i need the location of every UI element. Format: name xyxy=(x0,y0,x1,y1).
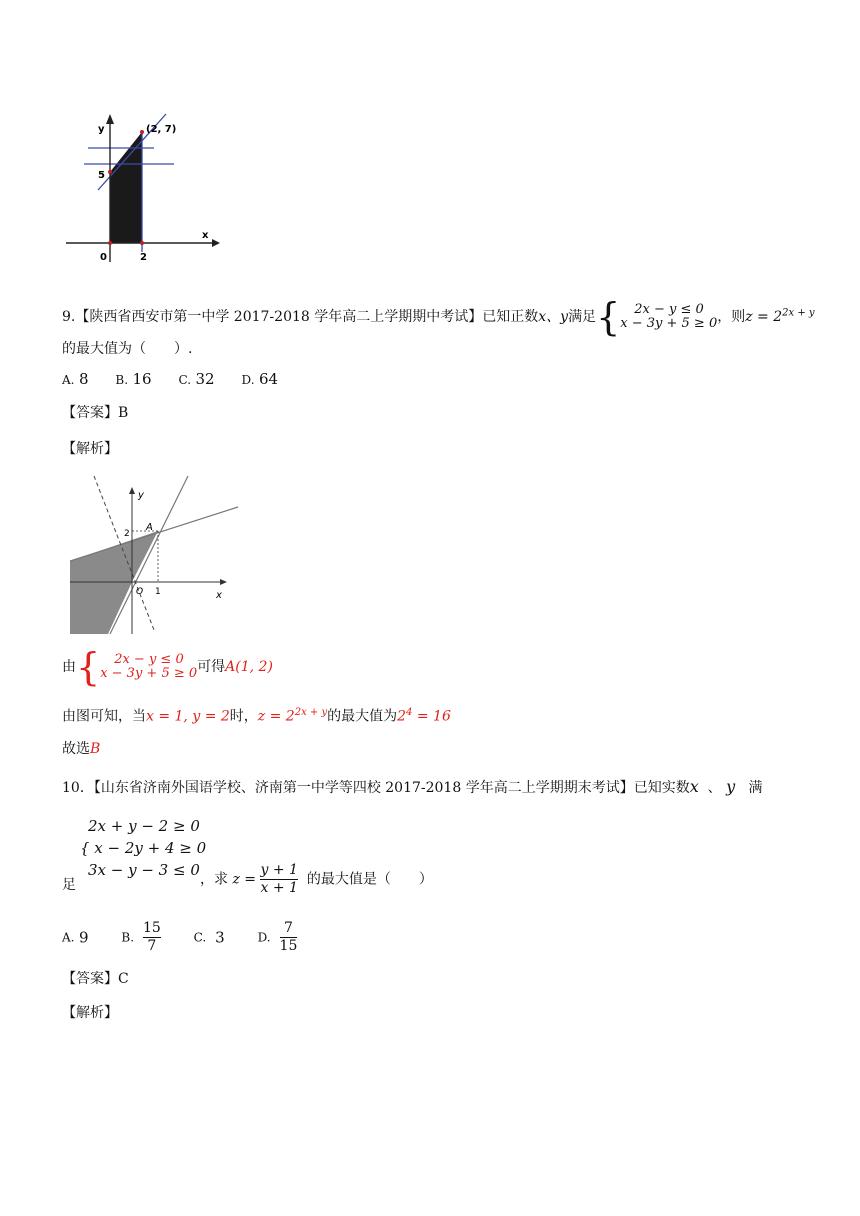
option-a: 8 xyxy=(78,370,89,388)
question-10-constraints: 2x + y − 2 ≥ 0 { x − 2y + 4 ≥ 0 3x − y − 3 ≤ 0 xyxy=(80,817,207,879)
option-c: 3 xyxy=(215,928,225,947)
objective-fraction: $\frac{y + 1}{x + 1}$ xyxy=(260,862,298,896)
question-9-stem: 9.【陕西省西安市第一中学 2017-2018 学年高二上学期期中考试】已知正数x、y满足{ 2x − y ≤ 0 x − 3y + 5 ≥ 0 ，则$z = 2^{2x + y}$ xyxy=(62,295,815,339)
tick-label-x: 2 xyxy=(140,252,147,263)
y-axis-label: y xyxy=(138,490,144,501)
option-a: 9 xyxy=(78,928,89,947)
option-c: 32 xyxy=(195,370,215,388)
solution-conclusion: 故选B xyxy=(62,741,101,757)
tick-label-origin: 0 xyxy=(100,252,107,263)
solution-constraints: 2x − y ≤ 0 x − 3y + 5 ≥ 0 xyxy=(100,652,198,681)
point-a-label: A xyxy=(146,522,153,533)
tick-label-y: 2 xyxy=(124,529,130,539)
point-label: (2, 7) xyxy=(146,124,177,135)
question-10-answer: 【答案】C xyxy=(62,971,129,987)
option-d: 64 xyxy=(258,370,279,388)
option-d: $\frac{7}{15}$ xyxy=(279,920,298,954)
x-axis-label: x xyxy=(202,230,209,241)
question-9-options: A. 8 B. 16 C. 32 D. 64 xyxy=(62,370,279,388)
question-9-intro: 9.【陕西省西安市第一中学 2017-2018 学年高二上学期期中考试】已知正数 xyxy=(62,309,539,325)
tick-label-origin: O xyxy=(136,587,144,597)
tick-label-y: 5 xyxy=(98,170,105,181)
feasible-region-graph-2 xyxy=(70,474,240,634)
question-10-options: A. 9 B. $\frac{15}{7}$ C. 3 D. $\frac{7}{15}$ xyxy=(62,920,298,954)
question-9-vars: x、y xyxy=(538,309,569,325)
question-9-analysis-label: 【解析】 xyxy=(62,441,118,457)
question-10-analysis-label: 【解析】 xyxy=(62,1005,118,1021)
tick-label-x: 1 xyxy=(155,587,161,597)
question-10-objective: ，求 z = $\frac{y + 1}{x + 1}$ 的最大值是（ ） xyxy=(200,862,433,896)
question-9-objective: z = 2 xyxy=(745,309,783,325)
question-10-zu: 足 xyxy=(62,877,76,893)
solution-line-1: 由{ 2x − y ≤ 0 x − 3y + 5 ≥ 0 可得A(1, 2) xyxy=(62,645,273,689)
x-axis-label: x xyxy=(216,590,222,601)
question-9-line2: 的最大值为（ ）. xyxy=(62,341,193,357)
option-b: 16 xyxy=(132,370,152,388)
solution-point: A(1, 2) xyxy=(225,659,273,675)
question-9-constraints: 2x − y ≤ 0 x − 3y + 5 ≥ 0 xyxy=(620,302,718,331)
question-10-stem: 10．【山东省济南外国语学校、济南第一中学等四校 2017-2018 学年高二上学期期末考试】已知实数x 、 y 满 xyxy=(62,777,763,796)
option-b: $\frac{15}{7}$ xyxy=(142,920,161,954)
y-axis-label: y xyxy=(98,124,105,135)
solution-line-2: 由图可知，当x = 1, y = 2时，$z = 2^{2x + y}$的最大值为$2^4 = 16$ xyxy=(62,707,451,725)
question-9-answer: 【答案】B xyxy=(62,405,129,421)
feasible-region-graph-1 xyxy=(62,112,248,272)
